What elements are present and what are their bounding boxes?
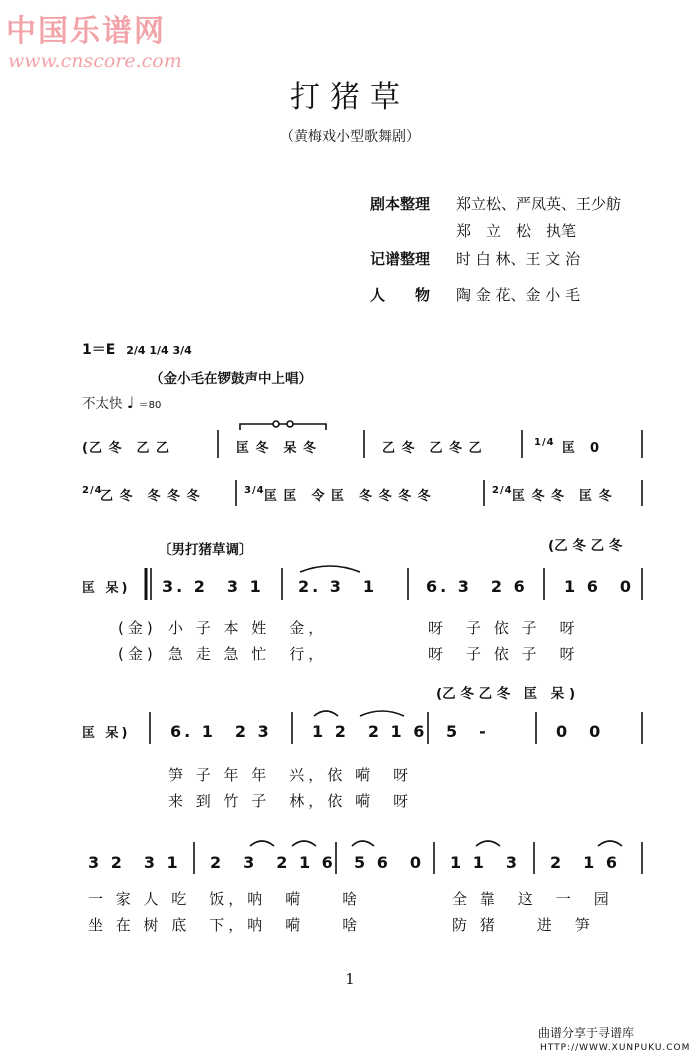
percussion-m4: 匡 0	[562, 441, 601, 456]
credit-value: 陶 金 花、金 小 毛	[456, 286, 581, 304]
section3-lyric2b: 防 猪 进 笋	[452, 916, 594, 934]
section1-lead: 匡 呆)	[82, 581, 131, 596]
credit-label: 剧本整理	[370, 195, 431, 213]
section1-m2: 2. 3 1	[298, 577, 378, 596]
section2-m1: 6. 1 2 3	[170, 722, 272, 741]
section1-singer: (金)	[118, 619, 157, 637]
section1-m4: 1 6 0	[564, 577, 634, 596]
section3-lyric1a: 一 家 人 吃 饭，呐 嗬 啥	[88, 890, 362, 908]
section3-m1: 3 2 3 1	[88, 853, 181, 872]
section1-m1: 3. 2 3 1	[162, 577, 264, 596]
watermark-site-name: 中国乐谱网	[6, 14, 166, 49]
footer-site-url: HTTP://WWW.XUNPUKU.COM	[540, 1043, 691, 1053]
credit-label: 记谱整理	[370, 250, 431, 268]
ornament-circle	[287, 421, 293, 427]
slur	[300, 566, 360, 572]
slur	[360, 711, 404, 716]
percussion-ts: 2/4	[492, 485, 513, 496]
percussion-ts: 2/4	[82, 485, 103, 496]
section2-lyric1: 笋 子 年 年 兴，依 嗬 呀	[168, 766, 413, 784]
stage-cue: （金小毛在锣鼓声中上唱）	[150, 371, 312, 387]
section2-m2: 1 2 2 1 6	[312, 722, 428, 741]
percussion-m5: 乙 冬 冬 冬 冬	[100, 489, 201, 504]
percussion-m6: 匡 匡 令 匡 冬 冬 冬 冬	[264, 489, 432, 504]
percussion-ts: 3/4	[244, 485, 265, 496]
tune-name: 〔男打猪草调〕	[158, 542, 253, 558]
slur	[250, 841, 274, 846]
section2-cue: (乙 冬 乙 冬 匡 呆 )	[436, 686, 576, 702]
slur	[352, 841, 374, 846]
watermark-site-url: www.cnscore.com	[8, 50, 182, 72]
page-number: 1	[345, 970, 355, 988]
percussion-m1: (乙 冬 乙 乙	[82, 441, 170, 456]
credit-label: 人 物	[370, 286, 431, 304]
footer-site-name: 曲谱分享于寻谱库	[538, 1026, 635, 1040]
section2-lyric2: 来 到 竹 子 林，依 嗬 呀	[168, 792, 413, 810]
section3-m3: 5 6 0	[354, 853, 424, 872]
section3-m5: 2 1 6	[550, 853, 620, 872]
slur	[476, 841, 500, 846]
percussion-m7: 匡 冬 冬 匡 冬	[512, 489, 613, 504]
section1-lyric2b: 呀 子 依 子 呀	[428, 645, 579, 663]
slur	[292, 841, 316, 846]
section1-lyric2a: 急 走 急 忙 行，	[168, 645, 328, 663]
section1-cue: (乙 冬 乙 冬	[548, 538, 623, 554]
quarter-note-icon: ♩	[126, 393, 135, 412]
bracket-line	[240, 424, 326, 430]
time-signatures: 2/4 1/4 3/4	[126, 344, 192, 357]
section3-m2: 2 3 2 1 6	[210, 853, 336, 872]
credit-value: 郑 立 松 执笔	[456, 222, 577, 240]
section1-lyric1a: 小 子 本 姓 金，	[168, 619, 328, 637]
section2-m4: 0 0	[556, 722, 604, 741]
ornament-circle	[273, 421, 279, 427]
page-subtitle: （黄梅戏小型歌舞剧）	[280, 129, 420, 145]
slur	[598, 841, 622, 846]
tempo-text: 不太快	[82, 396, 123, 412]
section2-lead: 匡 呆)	[82, 726, 131, 741]
credit-value: 时 白 林、王 文 治	[456, 250, 581, 268]
section3-lyric1b: 全 靠 这 一 园	[452, 890, 613, 908]
percussion-m3: 乙 冬 乙 冬 乙	[382, 441, 483, 456]
percussion-m2: 匡 冬 呆 冬	[236, 441, 318, 456]
section1-lyric1b: 呀 子 依 子 呀	[428, 619, 579, 637]
credit-value: 郑立松、严凤英、王少舫	[456, 195, 622, 213]
section3-m4: 1 1 3	[450, 853, 520, 872]
page-title: 打猪草	[290, 80, 410, 115]
percussion-ts: 1/4	[534, 437, 555, 448]
tempo-bpm: ＝80	[138, 400, 162, 411]
section3-lyric2a: 坐 在 树 底 下，呐 嗬 啥	[88, 916, 362, 934]
section2-m3: 5 -	[446, 722, 489, 741]
section1-m3: 6. 3 2 6	[426, 577, 528, 596]
key-value: 1＝E	[82, 342, 116, 358]
slur	[314, 711, 338, 716]
section1-singer: (金)	[118, 645, 157, 663]
